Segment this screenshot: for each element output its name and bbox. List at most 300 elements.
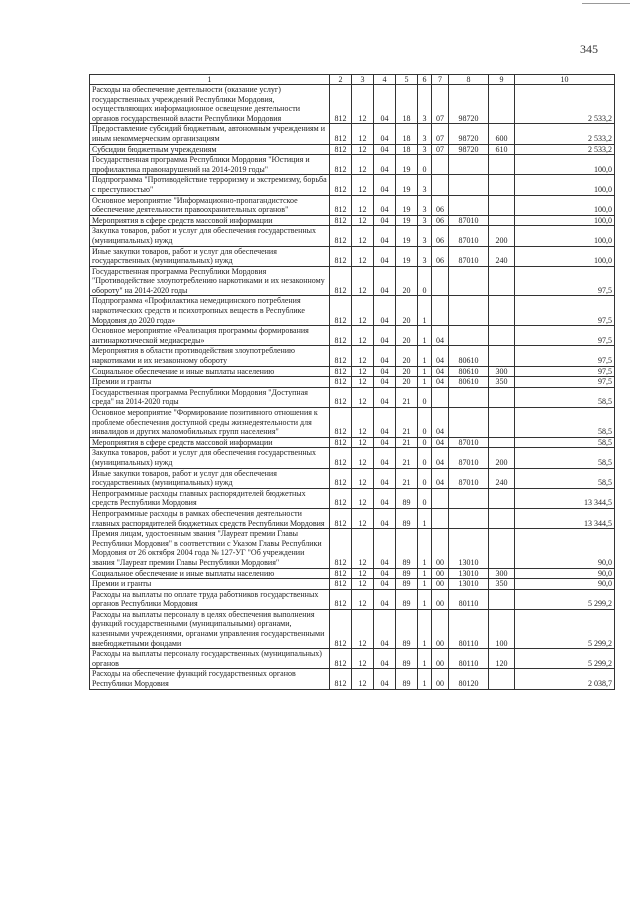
- table-row: [90, 226, 615, 246]
- code-cell-c3: 12: [352, 175, 374, 195]
- column-header-8: 8: [449, 75, 489, 85]
- code-cell-c5: 19: [396, 155, 418, 175]
- table-row: [90, 155, 615, 175]
- code-cell-c9: [489, 266, 515, 296]
- amount-cell: 90,0: [515, 579, 615, 590]
- code-cell-c4: 04: [374, 346, 396, 366]
- code-cell-c3: 12: [352, 144, 374, 155]
- amount-cell: 90,0: [515, 529, 615, 568]
- code-cell-c6: 1: [418, 529, 432, 568]
- code-cell-c5: 89: [396, 669, 418, 689]
- row-name-cell: Мероприятия в сфере средств массовой информации: [90, 215, 330, 226]
- code-cell-c8: 87010: [449, 215, 489, 226]
- code-cell-c8: 98720: [449, 124, 489, 144]
- column-header-9: 9: [489, 75, 515, 85]
- code-cell-c2: 812: [330, 579, 352, 590]
- code-cell-c5: 19: [396, 226, 418, 246]
- code-cell-c6: 1: [418, 568, 432, 579]
- code-cell-c9: [489, 175, 515, 195]
- page-number: 345: [580, 42, 598, 56]
- code-cell-c7: 00: [432, 529, 449, 568]
- code-cell-c9: 240: [489, 246, 515, 266]
- code-cell-c3: 12: [352, 346, 374, 366]
- row-name-cell: Расходы на выплаты по оплате труда работников государственных органов Республики Мордовия: [90, 589, 330, 609]
- code-cell-c5: 19: [396, 246, 418, 266]
- code-cell-c7: 07: [432, 124, 449, 144]
- code-cell-c4: 04: [374, 195, 396, 215]
- amount-cell: 100,0: [515, 195, 615, 215]
- code-cell-c9: [489, 408, 515, 438]
- table-row: [90, 326, 615, 346]
- code-cell-c8: 80610: [449, 366, 489, 377]
- code-cell-c9: [489, 215, 515, 226]
- code-cell-c7: 00: [432, 579, 449, 590]
- table-row: [90, 568, 615, 579]
- code-cell-c4: 04: [374, 226, 396, 246]
- code-cell-c3: 12: [352, 468, 374, 488]
- code-cell-c6: 1: [418, 579, 432, 590]
- code-cell-c4: 04: [374, 448, 396, 468]
- code-cell-c9: [489, 346, 515, 366]
- code-cell-c6: 3: [418, 226, 432, 246]
- code-cell-c8: 80110: [449, 589, 489, 609]
- table-row: [90, 579, 615, 590]
- code-cell-c4: 04: [374, 408, 396, 438]
- code-cell-c4: 04: [374, 215, 396, 226]
- code-cell-c7: 04: [432, 437, 449, 448]
- row-name-cell: Премии и гранты: [90, 579, 330, 590]
- row-name-cell: Основное мероприятие "Информационно-пропагандистское обеспечение деятельности правоохранительных органов": [90, 195, 330, 215]
- code-cell-c4: 04: [374, 669, 396, 689]
- code-cell-c2: 812: [330, 508, 352, 528]
- code-cell-c2: 812: [330, 246, 352, 266]
- code-cell-c4: 04: [374, 387, 396, 407]
- amount-cell: 100,0: [515, 155, 615, 175]
- code-cell-c4: 04: [374, 296, 396, 326]
- code-cell-c4: 04: [374, 529, 396, 568]
- code-cell-c3: 12: [352, 377, 374, 388]
- code-cell-c6: 1: [418, 296, 432, 326]
- code-cell-c6: 0: [418, 266, 432, 296]
- table-row: [90, 649, 615, 669]
- code-cell-c5: 89: [396, 609, 418, 648]
- code-cell-c2: 812: [330, 296, 352, 326]
- code-cell-c6: 3: [418, 175, 432, 195]
- code-cell-c5: 18: [396, 124, 418, 144]
- code-cell-c3: 12: [352, 609, 374, 648]
- code-cell-c8: 13010: [449, 579, 489, 590]
- code-cell-c2: 812: [330, 377, 352, 388]
- table-row: [90, 124, 615, 144]
- code-cell-c5: 20: [396, 377, 418, 388]
- code-cell-c4: 04: [374, 246, 396, 266]
- code-cell-c3: 12: [352, 568, 374, 579]
- amount-cell: 100,0: [515, 175, 615, 195]
- code-cell-c5: 21: [396, 437, 418, 448]
- table-row: [90, 488, 615, 508]
- code-cell-c8: 87010: [449, 448, 489, 468]
- code-cell-c3: 12: [352, 589, 374, 609]
- table-row: [90, 448, 615, 468]
- code-cell-c8: 80110: [449, 609, 489, 648]
- column-header-4: 4: [374, 75, 396, 85]
- code-cell-c8: 87010: [449, 468, 489, 488]
- code-cell-c2: 812: [330, 195, 352, 215]
- code-cell-c9: 300: [489, 568, 515, 579]
- amount-cell: 2 038,7: [515, 669, 615, 689]
- code-cell-c7: 04: [432, 326, 449, 346]
- code-cell-c8: [449, 266, 489, 296]
- code-cell-c6: 1: [418, 649, 432, 669]
- code-cell-c9: 120: [489, 649, 515, 669]
- code-cell-c7: 06: [432, 195, 449, 215]
- amount-cell: 97,5: [515, 266, 615, 296]
- code-cell-c6: 0: [418, 155, 432, 175]
- code-cell-c6: 0: [418, 468, 432, 488]
- code-cell-c6: 1: [418, 508, 432, 528]
- row-name-cell: Иные закупки товаров, работ и услуг для обеспечения государственных (муниципальных) нужд: [90, 246, 330, 266]
- code-cell-c7: [432, 155, 449, 175]
- row-name-cell: Государственная программа Республики Мордовия "Доступная среда" на 2014-2020 годы: [90, 387, 330, 407]
- code-cell-c2: 812: [330, 326, 352, 346]
- code-cell-c6: 0: [418, 488, 432, 508]
- code-cell-c7: 04: [432, 346, 449, 366]
- code-cell-c4: 04: [374, 326, 396, 346]
- code-cell-c3: 12: [352, 488, 374, 508]
- code-cell-c2: 812: [330, 448, 352, 468]
- code-cell-c9: 300: [489, 366, 515, 377]
- amount-cell: 58,5: [515, 437, 615, 448]
- row-name-cell: Мероприятия в сфере средств массовой информации: [90, 437, 330, 448]
- row-name-cell: Подпрограмма "Противодействие терроризму и экстремизму, борьба с преступностью": [90, 175, 330, 195]
- row-name-cell: Закупка товаров, работ и услуг для обеспечения государственных (муниципальных) нужд: [90, 226, 330, 246]
- row-name-cell: Государственная программа Республики Мордовия "Противодействие злоупотреблению наркотиками и их незаконному обороту" на 2014-2020 годы: [90, 266, 330, 296]
- code-cell-c2: 812: [330, 175, 352, 195]
- code-cell-c9: [489, 669, 515, 689]
- row-name-cell: Расходы на выплаты персоналу государственных (муниципальных) органов: [90, 649, 330, 669]
- code-cell-c9: [489, 488, 515, 508]
- code-cell-c7: 06: [432, 215, 449, 226]
- amount-cell: 100,0: [515, 246, 615, 266]
- code-cell-c4: 04: [374, 579, 396, 590]
- column-header-1: 1: [90, 75, 330, 85]
- code-cell-c9: 100: [489, 609, 515, 648]
- code-cell-c9: [489, 437, 515, 448]
- code-cell-c8: [449, 326, 489, 346]
- table-row: [90, 346, 615, 366]
- code-cell-c9: 200: [489, 448, 515, 468]
- amount-cell: 97,5: [515, 296, 615, 326]
- code-cell-c7: [432, 387, 449, 407]
- code-cell-c9: [489, 589, 515, 609]
- code-cell-c5: 21: [396, 468, 418, 488]
- table-row: [90, 246, 615, 266]
- code-cell-c8: 80610: [449, 377, 489, 388]
- amount-cell: 2 533,2: [515, 144, 615, 155]
- row-name-cell: Государственная программа Республики Мордовия "Юстиция и профилактика правонарушений на 2014-2019 годы": [90, 155, 330, 175]
- code-cell-c4: 04: [374, 377, 396, 388]
- code-cell-c9: [489, 387, 515, 407]
- code-cell-c2: 812: [330, 366, 352, 377]
- code-cell-c4: 04: [374, 266, 396, 296]
- code-cell-c7: [432, 488, 449, 508]
- code-cell-c3: 12: [352, 649, 374, 669]
- code-cell-c4: 04: [374, 366, 396, 377]
- table-header-row: [90, 75, 615, 85]
- code-cell-c8: [449, 195, 489, 215]
- amount-cell: 13 344,5: [515, 488, 615, 508]
- row-name-cell: Подпрограмма «Профилактика немедицинского потребления наркотических средств и психотропных веществ в Республике Мордовия до 2020 года»: [90, 296, 330, 326]
- column-header-3: 3: [352, 75, 374, 85]
- code-cell-c9: [489, 326, 515, 346]
- code-cell-c3: 12: [352, 195, 374, 215]
- code-cell-c5: 18: [396, 85, 418, 124]
- code-cell-c7: [432, 266, 449, 296]
- table-row: [90, 387, 615, 407]
- code-cell-c5: 19: [396, 195, 418, 215]
- code-cell-c2: 812: [330, 609, 352, 648]
- code-cell-c6: 3: [418, 215, 432, 226]
- code-cell-c8: [449, 508, 489, 528]
- code-cell-c3: 12: [352, 387, 374, 407]
- row-name-cell: Социальное обеспечение и иные выплаты населению: [90, 568, 330, 579]
- code-cell-c6: 3: [418, 246, 432, 266]
- code-cell-c9: [489, 195, 515, 215]
- code-cell-c9: 240: [489, 468, 515, 488]
- code-cell-c3: 12: [352, 226, 374, 246]
- amount-cell: 5 299,2: [515, 589, 615, 609]
- table-row: [90, 215, 615, 226]
- code-cell-c8: 98720: [449, 144, 489, 155]
- amount-cell: 97,5: [515, 346, 615, 366]
- amount-cell: 58,5: [515, 408, 615, 438]
- code-cell-c5: 89: [396, 529, 418, 568]
- table-row: [90, 175, 615, 195]
- code-cell-c4: 04: [374, 437, 396, 448]
- code-cell-c3: 12: [352, 266, 374, 296]
- code-cell-c6: 0: [418, 437, 432, 448]
- amount-cell: 13 344,5: [515, 508, 615, 528]
- code-cell-c2: 812: [330, 468, 352, 488]
- code-cell-c2: 812: [330, 488, 352, 508]
- amount-cell: 5 299,2: [515, 649, 615, 669]
- code-cell-c6: 1: [418, 669, 432, 689]
- code-cell-c2: 812: [330, 649, 352, 669]
- code-cell-c5: 20: [396, 326, 418, 346]
- code-cell-c5: 19: [396, 215, 418, 226]
- code-cell-c2: 812: [330, 669, 352, 689]
- code-cell-c8: [449, 296, 489, 326]
- table-row: [90, 508, 615, 528]
- code-cell-c5: 21: [396, 387, 418, 407]
- code-cell-c3: 12: [352, 508, 374, 528]
- row-name-cell: Закупка товаров, работ и услуг для обеспечения государственных (муниципальных) нужд: [90, 448, 330, 468]
- code-cell-c8: 87010: [449, 437, 489, 448]
- code-cell-c6: 1: [418, 589, 432, 609]
- code-cell-c7: [432, 508, 449, 528]
- code-cell-c5: 89: [396, 508, 418, 528]
- code-cell-c6: 1: [418, 326, 432, 346]
- code-cell-c8: 87010: [449, 226, 489, 246]
- code-cell-c2: 812: [330, 85, 352, 124]
- table-row: [90, 195, 615, 215]
- code-cell-c5: 18: [396, 144, 418, 155]
- code-cell-c6: 1: [418, 346, 432, 366]
- code-cell-c8: [449, 387, 489, 407]
- code-cell-c4: 04: [374, 488, 396, 508]
- code-cell-c8: [449, 488, 489, 508]
- code-cell-c4: 04: [374, 155, 396, 175]
- table-row: [90, 377, 615, 388]
- code-cell-c2: 812: [330, 589, 352, 609]
- code-cell-c3: 12: [352, 326, 374, 346]
- row-name-cell: Премии и гранты: [90, 377, 330, 388]
- code-cell-c9: 610: [489, 144, 515, 155]
- table-row: [90, 589, 615, 609]
- code-cell-c5: 20: [396, 366, 418, 377]
- row-name-cell: Социальное обеспечение и иные выплаты населению: [90, 366, 330, 377]
- code-cell-c3: 12: [352, 529, 374, 568]
- code-cell-c6: 1: [418, 377, 432, 388]
- amount-cell: 100,0: [515, 226, 615, 246]
- amount-cell: 2 533,2: [515, 124, 615, 144]
- amount-cell: 58,5: [515, 387, 615, 407]
- code-cell-c2: 812: [330, 226, 352, 246]
- code-cell-c8: [449, 155, 489, 175]
- code-cell-c6: 3: [418, 195, 432, 215]
- code-cell-c8: 13010: [449, 529, 489, 568]
- code-cell-c5: 19: [396, 175, 418, 195]
- code-cell-c2: 812: [330, 568, 352, 579]
- code-cell-c2: 812: [330, 266, 352, 296]
- table-row: [90, 437, 615, 448]
- row-name-cell: Иные закупки товаров, работ и услуг для обеспечения государственных (муниципальных) нужд: [90, 468, 330, 488]
- amount-cell: 97,5: [515, 326, 615, 346]
- code-cell-c9: [489, 155, 515, 175]
- code-cell-c3: 12: [352, 408, 374, 438]
- code-cell-c8: 13010: [449, 568, 489, 579]
- budget-table: [89, 74, 615, 690]
- code-cell-c7: 04: [432, 377, 449, 388]
- column-header-5: 5: [396, 75, 418, 85]
- code-cell-c5: 89: [396, 589, 418, 609]
- code-cell-c6: 3: [418, 124, 432, 144]
- code-cell-c7: 00: [432, 589, 449, 609]
- code-cell-c9: [489, 508, 515, 528]
- code-cell-c8: [449, 175, 489, 195]
- code-cell-c3: 12: [352, 215, 374, 226]
- table-row: [90, 266, 615, 296]
- code-cell-c9: [489, 85, 515, 124]
- row-name-cell: Мероприятия в области противодействия злоупотреблению наркотиками и их незаконному обороту: [90, 346, 330, 366]
- code-cell-c6: 1: [418, 366, 432, 377]
- code-cell-c4: 04: [374, 649, 396, 669]
- row-name-cell: Расходы на обеспечение деятельности (оказание услуг) государственных учреждений Республики Мордовия, осуществляющих информационное освещение деятельности органов государственной власти Республики Мордовия: [90, 85, 330, 124]
- code-cell-c3: 12: [352, 246, 374, 266]
- amount-cell: 2 533,2: [515, 85, 615, 124]
- column-header-7: 7: [432, 75, 449, 85]
- code-cell-c4: 04: [374, 468, 396, 488]
- code-cell-c7: [432, 296, 449, 326]
- row-name-cell: Непрограммные расходы в рамках обеспечения деятельности главных распорядителей бюджетных средств Республики Мордовия: [90, 508, 330, 528]
- code-cell-c3: 12: [352, 296, 374, 326]
- code-cell-c2: 812: [330, 124, 352, 144]
- code-cell-c8: 87010: [449, 246, 489, 266]
- code-cell-c5: 20: [396, 346, 418, 366]
- row-name-cell: Основное мероприятие «Реализация программы формирования антинаркотической медиасреды»: [90, 326, 330, 346]
- code-cell-c8: [449, 408, 489, 438]
- code-cell-c5: 20: [396, 266, 418, 296]
- code-cell-c7: 07: [432, 144, 449, 155]
- code-cell-c2: 812: [330, 144, 352, 155]
- table-row: [90, 144, 615, 155]
- code-cell-c9: 600: [489, 124, 515, 144]
- code-cell-c6: 0: [418, 448, 432, 468]
- code-cell-c5: 21: [396, 408, 418, 438]
- code-cell-c7: 00: [432, 649, 449, 669]
- row-name-cell: Основное мероприятие "Формирование позитивного отношения к проблеме обеспечения доступной среды жизнедеятельности для инвалидов и других маломобильных групп населения": [90, 408, 330, 438]
- code-cell-c4: 04: [374, 124, 396, 144]
- code-cell-c5: 89: [396, 579, 418, 590]
- code-cell-c7: 07: [432, 85, 449, 124]
- table-row: [90, 609, 615, 648]
- column-header-2: 2: [330, 75, 352, 85]
- code-cell-c6: 3: [418, 85, 432, 124]
- code-cell-c2: 812: [330, 437, 352, 448]
- code-cell-c7: 04: [432, 366, 449, 377]
- code-cell-c8: 98720: [449, 85, 489, 124]
- row-name-cell: Непрограммные расходы главных распорядителей бюджетных средств Республики Мордовия: [90, 488, 330, 508]
- code-cell-c2: 812: [330, 346, 352, 366]
- code-cell-c3: 12: [352, 85, 374, 124]
- code-cell-c6: 3: [418, 144, 432, 155]
- amount-cell: 5 299,2: [515, 609, 615, 648]
- code-cell-c4: 04: [374, 144, 396, 155]
- code-cell-c9: [489, 529, 515, 568]
- code-cell-c2: 812: [330, 387, 352, 407]
- table-row: [90, 408, 615, 438]
- code-cell-c5: 20: [396, 296, 418, 326]
- code-cell-c2: 812: [330, 529, 352, 568]
- code-cell-c4: 04: [374, 589, 396, 609]
- code-cell-c9: 350: [489, 579, 515, 590]
- row-name-cell: Расходы на выплаты персоналу в целях обеспечения выполнения функций государственными (муниципальными) органами, казенными учреждениями, органами управления государственными внебюджетными фондами: [90, 609, 330, 648]
- code-cell-c7: 04: [432, 468, 449, 488]
- code-cell-c7: 04: [432, 408, 449, 438]
- code-cell-c8: 80110: [449, 649, 489, 669]
- code-cell-c5: 89: [396, 568, 418, 579]
- table-row: [90, 366, 615, 377]
- code-cell-c9: 350: [489, 377, 515, 388]
- code-cell-c3: 12: [352, 669, 374, 689]
- code-cell-c5: 89: [396, 649, 418, 669]
- code-cell-c9: [489, 296, 515, 326]
- table-row: [90, 669, 615, 689]
- column-header-10: 10: [515, 75, 615, 85]
- table-row: [90, 296, 615, 326]
- code-cell-c7: 06: [432, 226, 449, 246]
- code-cell-c7: 00: [432, 669, 449, 689]
- table-row: [90, 468, 615, 488]
- row-name-cell: Субсидии бюджетным учреждениям: [90, 144, 330, 155]
- amount-cell: 97,5: [515, 366, 615, 377]
- code-cell-c3: 12: [352, 124, 374, 144]
- amount-cell: 58,5: [515, 448, 615, 468]
- code-cell-c5: 89: [396, 488, 418, 508]
- code-cell-c8: 80120: [449, 669, 489, 689]
- table-row: [90, 529, 615, 568]
- code-cell-c6: 1: [418, 609, 432, 648]
